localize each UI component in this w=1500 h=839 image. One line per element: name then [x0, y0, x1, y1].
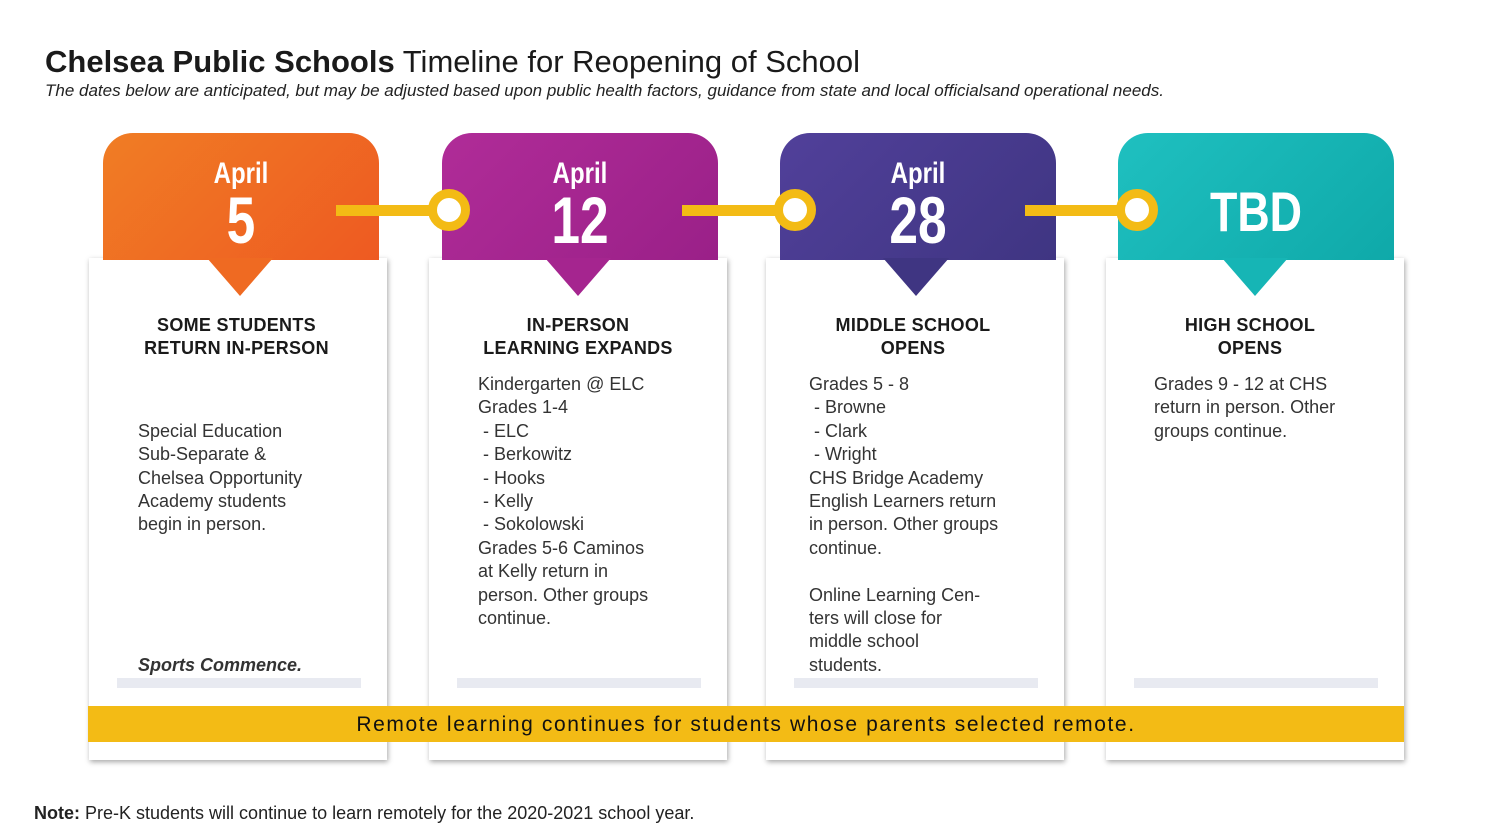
- card-divider: [1134, 678, 1378, 688]
- date-header-2: [442, 133, 718, 260]
- date-pointer-4: [1222, 258, 1288, 296]
- title-line: OPENS: [880, 338, 946, 358]
- note-text: Pre-K students will continue to learn remotely for the 2020-2021 school year.: [80, 803, 695, 823]
- date-month: April: [552, 157, 608, 190]
- date-day: 5: [226, 183, 256, 257]
- sports-note: Sports Commence.: [138, 654, 303, 675]
- title-line: LEARNING EXPANDS: [483, 338, 673, 358]
- date-tbd: TBD: [1209, 180, 1303, 243]
- date-pointer-3: [883, 258, 949, 296]
- remote-learning-banner: Remote learning continues for students whose parents selected remote.: [88, 706, 1404, 742]
- page-subtitle: The dates below are anticipated, but may be adjusted based upon public health factors, guidance from state and local officialsand operational needs.: [45, 81, 1164, 100]
- title-bold: Chelsea Public Schools: [45, 44, 395, 79]
- title-line: IN-PERSON: [526, 315, 630, 335]
- date-day: 12: [551, 183, 609, 257]
- timeline-dot-3: [1116, 189, 1158, 231]
- milestone-title-4: [1101, 314, 1399, 360]
- title-line: SOME STUDENTS: [157, 315, 316, 335]
- date-header-1: [103, 133, 379, 260]
- card-divider: [457, 678, 701, 688]
- body-text: Special Education Sub-Separate & Chelsea Opportunity Academy students begin in person.: [138, 420, 303, 535]
- footnote: [34, 803, 694, 824]
- milestone-title-3: [764, 314, 1062, 360]
- timeline-dot-2: [774, 189, 816, 231]
- date-month: April: [890, 157, 946, 190]
- date-header-4: [1118, 133, 1394, 260]
- milestone-body-2: Kindergarten @ ELC Grades 1-4 - ELC - Berkowitz - Hooks - Kelly - Sokolowski Grades 5-6 Caminos at Kelly return in person. Other groups continue.: [478, 374, 649, 629]
- title-line: MIDDLE SCHOOL: [835, 315, 991, 335]
- title-rest: Timeline for Reopening of School: [394, 44, 860, 79]
- milestone-body-3: Grades 5 - 8 - Browne - Clark - Wright CHS Bridge Academy English Learners return in person. Other groups continue. Online Learning Cen- ters will close for middle school students.: [809, 374, 999, 675]
- date-pointer-1: [207, 258, 273, 296]
- date-day: 28: [889, 183, 947, 257]
- page-title: [45, 44, 860, 80]
- title-line: OPENS: [1217, 338, 1283, 358]
- title-line: RETURN IN-PERSON: [144, 338, 329, 358]
- date-pointer-2: [545, 258, 611, 296]
- milestone-title-1: [89, 314, 384, 360]
- date-month: April: [213, 157, 269, 190]
- note-label: Note:: [34, 803, 80, 823]
- milestone-body-4: Grades 9 - 12 at CHS return in person. Other groups continue.: [1154, 374, 1336, 441]
- timeline-dot-1: [428, 189, 470, 231]
- milestone-title-2: [429, 314, 727, 360]
- title-line: HIGH SCHOOL: [1184, 315, 1316, 335]
- date-header-3: [780, 133, 1056, 260]
- milestone-body-1: [138, 373, 302, 700]
- card-divider: [794, 678, 1038, 688]
